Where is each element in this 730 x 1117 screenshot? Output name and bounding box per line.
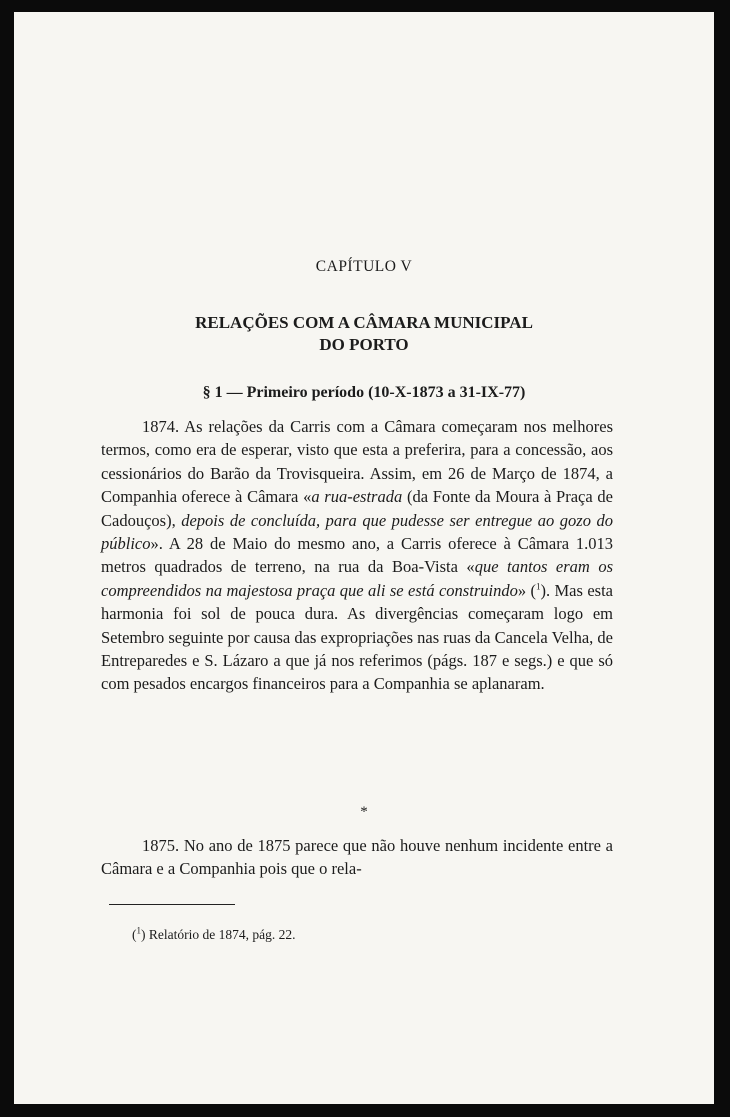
paragraph-year: 1874. xyxy=(142,417,180,436)
footnote-marker: 1 xyxy=(136,925,141,936)
footnote-text: Relatório de 1874, pág. 22. xyxy=(148,927,296,942)
paragraph-text: (da Fonte da Moura à Praça de Cadouços), xyxy=(101,487,613,530)
paragraph-text: ». A 28 de Maio do mesmo ano, a Carris oferece à Câmara 1.013 metros quadrados de terreno, na rua da Boa-Vista « xyxy=(101,534,613,577)
paragraph-text: » ( xyxy=(517,580,536,600)
section-separator-asterisk: * xyxy=(360,804,368,820)
paragraph-text: No ano de 1875 parece que não houve nenhum incidente entre a Câmara e a Companhia pois que o rela- xyxy=(101,836,613,879)
footnote: ($^1$) Relatório de 1874, pág. 22. xyxy=(132,925,296,942)
chapter-title-line2: DO PORTO xyxy=(319,335,409,354)
chapter-title xyxy=(14,312,714,356)
chapter-title-line1: RELAÇÕES COM A CÂMARA MUNICIPAL xyxy=(195,313,533,332)
chapter-heading: CAPÍTULO V xyxy=(315,258,413,275)
book-page xyxy=(14,12,714,1104)
italic-quote: a rua-estrada xyxy=(311,487,403,507)
footnote-divider xyxy=(109,904,235,905)
paragraph-text: As relações da Carris com a Câmara começaram nos melhores termos, como era de esperar, visto que esta a preferira, para a concessão, aos cessionários do Barão da Trovisqueira. Assim, em 26 de Março de 1874, a Companhia oferece à Câmara « xyxy=(101,417,613,507)
italic-quote: que tantos eram os compreendidos na majestosa praça que ali se está construindo xyxy=(101,557,613,600)
paragraph-1875 xyxy=(101,834,613,881)
paragraph-text: ). Mas esta harmonia foi sol de pouca dura. As divergências começaram logo em Setembro seguinte por causa das expropriações nas ruas da Cancela Velha, de Entreparedes e S. Lázaro a que já nos referimos (págs. 187 e segs.) e que só com pesados encargos financeiros para a Companhia se aplanaram. xyxy=(101,580,613,694)
footnote-reference[interactable]: 1 xyxy=(535,581,541,592)
italic-quote: depois de concluída, para que pudesse ser entregue ao gozo do público xyxy=(101,510,613,554)
paragraph-1874 xyxy=(101,415,613,696)
paragraph-year: 1875. xyxy=(142,836,180,855)
section-heading: § 1 — Primeiro período (10-X-1873 a 31-IX-77) xyxy=(202,384,526,401)
